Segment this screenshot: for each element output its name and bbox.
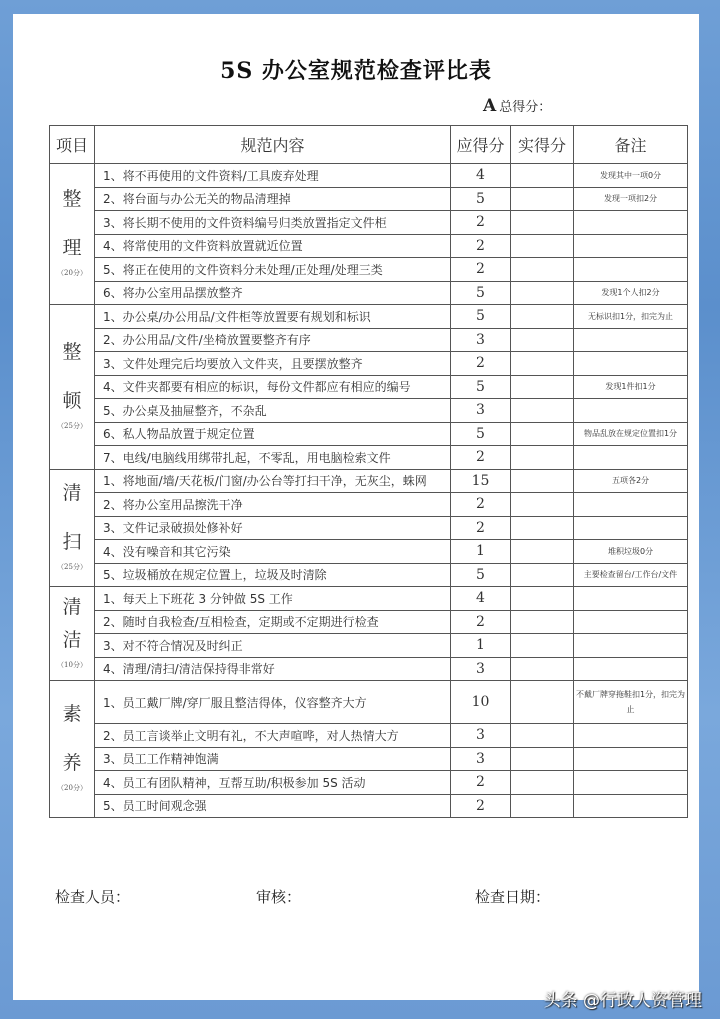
max-score: 2 (451, 352, 511, 376)
remark (574, 399, 688, 423)
category-cell (50, 681, 95, 818)
criteria-text: 2、将台面与办公无关的物品清理掉 (95, 187, 451, 211)
table-row (50, 493, 688, 517)
remark (574, 258, 688, 282)
category-name-char: 扫 (62, 530, 82, 553)
table-row (50, 587, 688, 611)
table-row (50, 328, 688, 352)
actual-score-field[interactable] (511, 771, 574, 795)
criteria-text: 4、文件夹都要有相应的标识，每份文件都应有相应的编号 (95, 375, 451, 399)
category-points: （20分） (57, 784, 87, 792)
actual-score-field[interactable] (511, 493, 574, 517)
table-row (50, 399, 688, 423)
max-score: 2 (451, 211, 511, 235)
table-row (50, 747, 688, 771)
remark: 堆积垃圾0分 (574, 540, 688, 564)
table-row (50, 375, 688, 399)
inspector-label: 检查人员： (55, 888, 131, 906)
total-score-label (483, 96, 551, 116)
actual-score-field[interactable] (511, 281, 574, 305)
criteria-text: 4、没有噪音和其它污染 (95, 540, 451, 564)
inspection-date-label: 检查日期： (475, 888, 551, 906)
header-actual-score: 实得分 (511, 126, 574, 164)
table-row (50, 446, 688, 470)
remark (574, 446, 688, 470)
table-row (50, 516, 688, 540)
max-score: 5 (451, 281, 511, 305)
category-name-char: 整 (62, 188, 82, 210)
actual-score-field[interactable] (511, 305, 574, 329)
actual-score-field[interactable] (511, 540, 574, 564)
actual-score-field[interactable] (511, 610, 574, 634)
criteria-text: 6、将办公室用品摆放整齐 (95, 281, 451, 305)
table-body (50, 164, 688, 818)
header-max-score: 应得分 (451, 126, 511, 164)
actual-score-field[interactable] (511, 634, 574, 658)
table-row (50, 281, 688, 305)
header-notes: 备注 (574, 126, 688, 164)
category-name-char: 养 (62, 752, 82, 774)
actual-score-field[interactable] (511, 211, 574, 235)
remark: 发现1件扣1分 (574, 375, 688, 399)
max-score: 3 (451, 724, 511, 748)
remark (574, 610, 688, 634)
max-score: 2 (451, 258, 511, 282)
category-name-char: 素 (62, 703, 82, 725)
actual-score-field[interactable] (511, 234, 574, 258)
remark (574, 587, 688, 611)
actual-score-field[interactable] (511, 587, 574, 611)
max-score: 2 (451, 234, 511, 258)
table-row (50, 234, 688, 258)
criteria-text: 3、文件记录破损处修补好 (95, 516, 451, 540)
max-score: 3 (451, 328, 511, 352)
max-score: 4 (451, 164, 511, 188)
max-score: 4 (451, 587, 511, 611)
remark: 五项各2分 (574, 469, 688, 493)
actual-score-field[interactable] (511, 328, 574, 352)
criteria-text: 3、对不符合情况及时纠正 (95, 634, 451, 658)
remark: 无标识扣1分，扣完为止 (574, 305, 688, 329)
actual-score-field[interactable] (511, 794, 574, 818)
watermark: 头条 @行政人资管理 (543, 991, 702, 1011)
max-score: 5 (451, 375, 511, 399)
remark: 不戴厂牌穿拖鞋扣1分，扣完为止 (574, 681, 688, 724)
document-title: 5S 办公室规范检查评比表 (220, 58, 492, 84)
criteria-text: 3、文件处理完后均要放入文件夹，且要摆放整齐 (95, 352, 451, 376)
remark: 发现其中一项0分 (574, 164, 688, 188)
criteria-text: 2、员工言谈举止文明有礼，不大声喧哗，对人热情大方 (95, 724, 451, 748)
max-score: 1 (451, 634, 511, 658)
table-row (50, 563, 688, 587)
actual-score-field[interactable] (511, 446, 574, 470)
table-row (50, 540, 688, 564)
table-row (50, 164, 688, 188)
actual-score-field[interactable] (511, 164, 574, 188)
max-score: 5 (451, 422, 511, 446)
table-row (50, 681, 688, 724)
actual-score-field[interactable] (511, 422, 574, 446)
category-name-char: 清 (62, 595, 82, 618)
reviewer-label: 审核： (256, 888, 302, 906)
header-item: 项目 (50, 126, 95, 164)
actual-score-field[interactable] (511, 258, 574, 282)
table-row (50, 469, 688, 493)
criteria-text: 2、随时自我检查/互相检查，定期或不定期进行检查 (95, 610, 451, 634)
document-page (13, 14, 699, 1000)
category-name-char: 洁 (62, 628, 82, 651)
remark (574, 493, 688, 517)
remark: 主要检查留台/工作台/文件 (574, 563, 688, 587)
remark (574, 634, 688, 658)
criteria-text: 4、清理/清扫/清洁保持得非常好 (95, 657, 451, 681)
max-score: 2 (451, 516, 511, 540)
criteria-text: 7、电线/电脑线用绑带扎起，不零乱，用电脑检索文件 (95, 446, 451, 470)
criteria-text: 3、员工工作精神饱满 (95, 747, 451, 771)
header-content: 规范内容 (95, 126, 451, 164)
criteria-text: 2、将办公室用品擦洗干净 (95, 493, 451, 517)
actual-score-field[interactable] (511, 187, 574, 211)
category-cell (50, 164, 95, 305)
max-score: 15 (451, 469, 511, 493)
criteria-text: 2、办公用品/文件/坐椅放置要整齐有序 (95, 328, 451, 352)
category-name-char: 顿 (62, 389, 82, 412)
total-score-text: 总得分： (499, 100, 552, 115)
max-score: 2 (451, 493, 511, 517)
remark (574, 328, 688, 352)
criteria-text: 1、将不再使用的文件资料/工具废弃处理 (95, 164, 451, 188)
category-name-char: 清 (62, 481, 82, 504)
max-score: 1 (451, 540, 511, 564)
category-cell (50, 305, 95, 470)
actual-score-field[interactable] (511, 352, 574, 376)
actual-score-field[interactable] (511, 563, 574, 587)
actual-score-field[interactable] (511, 747, 574, 771)
table-row (50, 724, 688, 748)
max-score: 2 (451, 771, 511, 795)
table-row (50, 258, 688, 282)
table-row (50, 610, 688, 634)
table-row (50, 657, 688, 681)
criteria-text: 3、将长期不使用的文件资料编号归类放置指定文件柜 (95, 211, 451, 235)
max-score: 2 (451, 794, 511, 818)
max-score: 3 (451, 747, 511, 771)
remark: 发现1个人扣2分 (574, 281, 688, 305)
criteria-text: 5、垃圾桶放在规定位置上，垃圾及时清除 (95, 563, 451, 587)
category-points: （20分） (57, 269, 87, 277)
criteria-text: 1、每天上下班花 3 分钟做 5S 工作 (95, 587, 451, 611)
table-header-row (50, 126, 688, 164)
category-name-char: 整 (62, 340, 82, 363)
criteria-text: 1、将地面/墙/天花板/门窗/办公台等打扫干净，无灰尘，蛛网 (95, 469, 451, 493)
table-row (50, 771, 688, 795)
remark (574, 516, 688, 540)
remark (574, 771, 688, 795)
remark: 发现一项扣2分 (574, 187, 688, 211)
table-row (50, 794, 688, 818)
actual-score-field[interactable] (511, 724, 574, 748)
criteria-text: 5、办公桌及抽屉整齐，不杂乱 (95, 399, 451, 423)
category-cell (50, 587, 95, 681)
max-score: 3 (451, 399, 511, 423)
remark (574, 724, 688, 748)
table-row (50, 187, 688, 211)
inspection-table (49, 125, 688, 818)
actual-score-field[interactable] (511, 469, 574, 493)
criteria-text: 6、私人物品放置于规定位置 (95, 422, 451, 446)
category-points: （10分） (57, 660, 87, 669)
actual-score-field[interactable] (511, 399, 574, 423)
actual-score-field[interactable] (511, 657, 574, 681)
remark (574, 657, 688, 681)
table-row (50, 422, 688, 446)
criteria-text: 4、员工有团队精神，互帮互助/积极参加 5S 活动 (95, 771, 451, 795)
criteria-text: 4、将常使用的文件资料放置就近位置 (95, 234, 451, 258)
table-row (50, 305, 688, 329)
table-row (50, 634, 688, 658)
actual-score-field[interactable] (511, 681, 574, 724)
max-score: 2 (451, 610, 511, 634)
table-row (50, 352, 688, 376)
table-row (50, 211, 688, 235)
remark (574, 211, 688, 235)
max-score: 5 (451, 187, 511, 211)
remark: 物品乱放在规定位置扣1分 (574, 422, 688, 446)
actual-score-field[interactable] (511, 516, 574, 540)
max-score: 5 (451, 305, 511, 329)
category-points: （25分） (57, 421, 87, 430)
criteria-text: 5、将正在使用的文件资料分未处理/正处理/处理三类 (95, 258, 451, 282)
max-score: 2 (451, 446, 511, 470)
grade-letter: A (483, 96, 497, 116)
category-cell (50, 469, 95, 587)
criteria-text: 1、员工戴厂牌/穿厂服且整洁得体，仪容整齐大方 (95, 681, 451, 724)
remark (574, 747, 688, 771)
remark (574, 234, 688, 258)
max-score: 5 (451, 563, 511, 587)
actual-score-field[interactable] (511, 375, 574, 399)
max-score: 3 (451, 657, 511, 681)
max-score: 10 (451, 681, 511, 724)
category-points: （25分） (57, 562, 87, 571)
criteria-text: 5、员工时间观念强 (95, 794, 451, 818)
remark (574, 794, 688, 818)
category-name-char: 理 (62, 237, 82, 259)
remark (574, 352, 688, 376)
criteria-text: 1、办公桌/办公用品/文件柜等放置要有规划和标识 (95, 305, 451, 329)
